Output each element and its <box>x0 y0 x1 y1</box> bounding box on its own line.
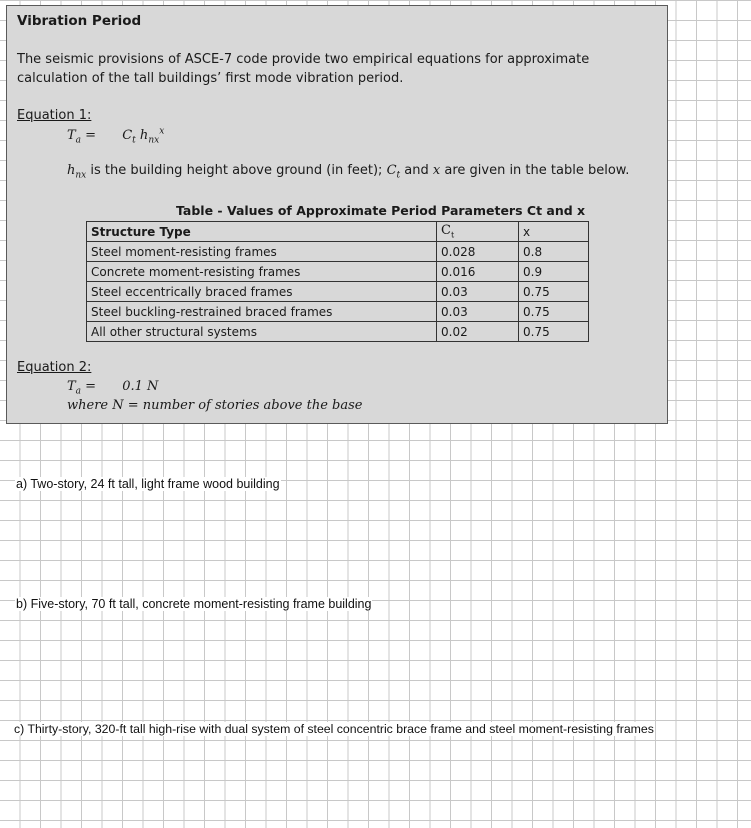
row-x: 0.75 <box>519 302 589 322</box>
row-ct: 0.03 <box>437 302 519 322</box>
row-x: 0.9 <box>519 262 589 282</box>
table-row <box>87 262 589 282</box>
row-type: All other structural systems <box>87 322 437 342</box>
table-row <box>87 282 589 302</box>
header-structure-type: Structure Type <box>87 222 437 242</box>
table-header-row <box>87 222 589 242</box>
row-ct: 0.03 <box>437 282 519 302</box>
equation1-note: $h_{nx}$ is the building height above ground (in feet); $C_t$ and x are given in the table below. <box>67 163 630 181</box>
table-row <box>87 302 589 322</box>
equation2-where: where N = number of stories above the base <box>67 398 363 413</box>
row-x: 0.75 <box>519 322 589 342</box>
row-type: Concrete moment-resisting frames <box>87 262 437 282</box>
equation2-formula <box>67 379 158 397</box>
equation1-lhs: $T_a$ = <box>67 128 97 146</box>
row-ct: 0.016 <box>437 262 519 282</box>
info-panel <box>6 5 668 424</box>
equation1-label: Equation 1: <box>17 108 92 123</box>
panel-title: Vibration Period <box>17 13 142 29</box>
row-type: Steel buckling-restrained braced frames <box>87 302 437 322</box>
equation1-rhs: $C_t$ $h_{nx}^x$ <box>122 127 165 146</box>
row-type: Steel moment-resisting frames <box>87 242 437 262</box>
equation2-label: Equation 2: <box>17 360 92 375</box>
row-x: 0.75 <box>519 282 589 302</box>
intro-text: The seismic provisions of ASCE-7 code provide two empirical equations for approximate calculation of the tall buildings’ first mode vibration period. <box>17 52 590 86</box>
header-x: x <box>519 222 589 242</box>
table-row <box>87 322 589 342</box>
equation2-rhs: 0.1 N <box>122 379 159 394</box>
equation2-lhs: $T_a$ = <box>67 379 97 397</box>
table-row <box>87 242 589 262</box>
parameters-table <box>86 221 589 342</box>
header-ct: $C_t$ <box>437 222 519 242</box>
equation1-formula <box>67 127 164 146</box>
question-c: c) Thirty-story, 320-ft tall high-rise with dual system of steel concentric brace frame and steel moment-resisting frames <box>14 722 654 736</box>
row-type: Steel eccentrically braced frames <box>87 282 437 302</box>
row-x: 0.8 <box>519 242 589 262</box>
table-caption: Table - Values of Approximate Period Parameters Ct and x <box>176 203 586 218</box>
row-ct: 0.028 <box>437 242 519 262</box>
question-b: b) Five-story, 70 ft tall, concrete moment-resisting frame building <box>16 597 372 611</box>
question-a: a) Two-story, 24 ft tall, light frame wood building <box>16 477 280 491</box>
row-ct: 0.02 <box>437 322 519 342</box>
